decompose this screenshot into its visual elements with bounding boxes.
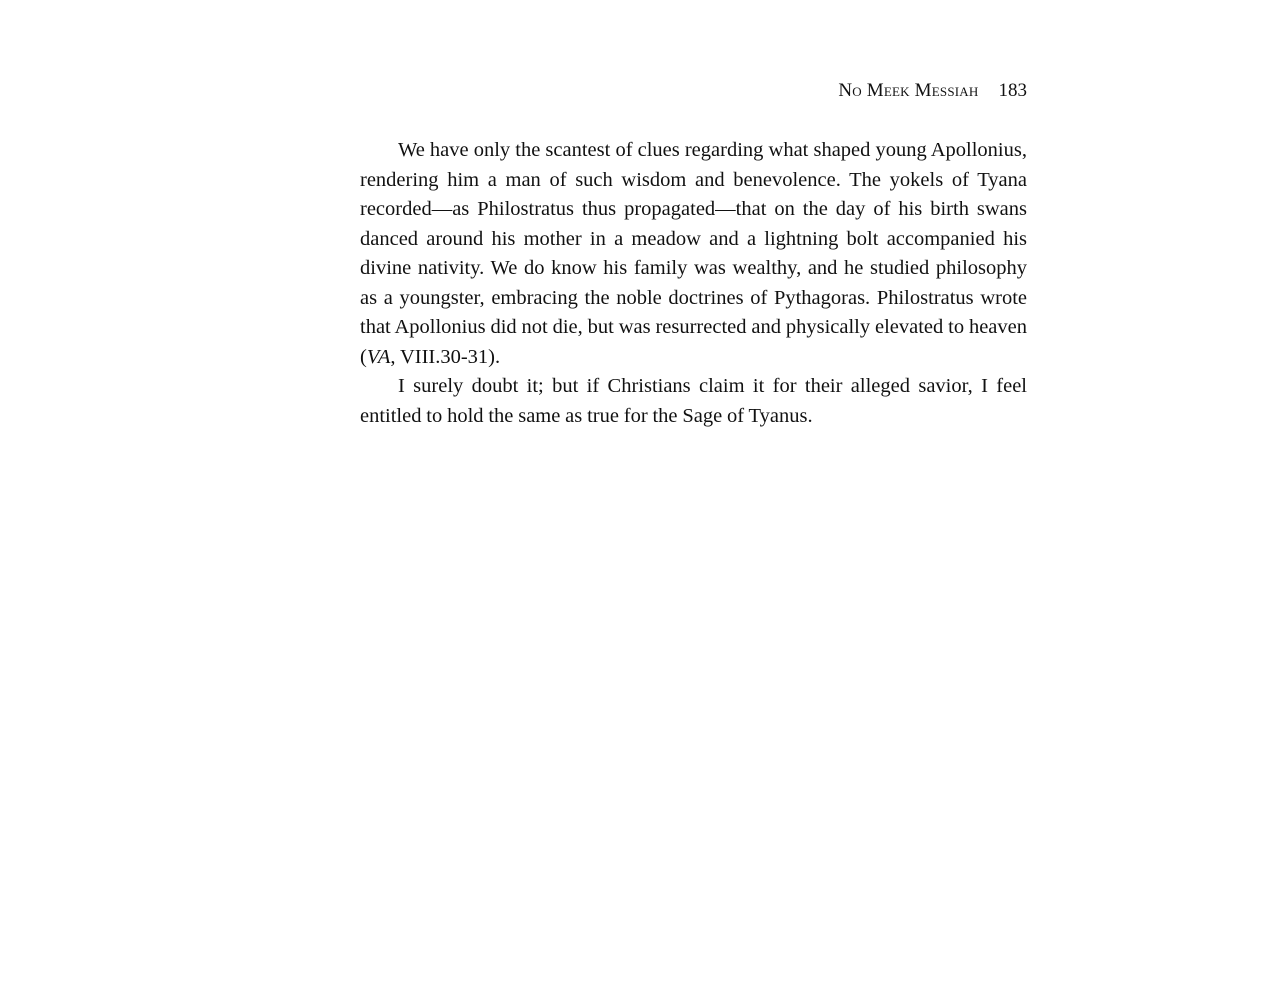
paragraph-1-text: We have only the scantest of clues regarding what shaped young Apollonius, rendering him a man of such wisdom and benevolence. The yokels of Tyana recorded—as Philostratus thus propagated—that on the day of his birth swans danced around his mother in a meadow and a lightning bolt accompanied his divine nativity. We do know his family was wealthy, and he studied philosophy as a youngster, embracing the noble doctrines of Pythagoras. Philostratus wrote that Apollonius did not die, but was resurrected and physically elevated to heaven ( bbox=[360, 139, 1027, 368]
body-text bbox=[360, 136, 1027, 431]
citation-reference: , VIII.30-31). bbox=[390, 345, 501, 368]
paragraph-2-text: I surely doubt it; but if Christians claim it for their alleged savior, I feel entitled to hold the same as true for the Sage of Tyanus. bbox=[360, 375, 1027, 427]
citation-work: VA bbox=[366, 345, 391, 368]
paragraph-1 bbox=[360, 136, 1027, 372]
page-number: 183 bbox=[998, 80, 1027, 101]
paragraph-2 bbox=[360, 372, 1027, 431]
running-head bbox=[360, 78, 1027, 104]
running-title: No Meek Messiah bbox=[838, 80, 979, 101]
